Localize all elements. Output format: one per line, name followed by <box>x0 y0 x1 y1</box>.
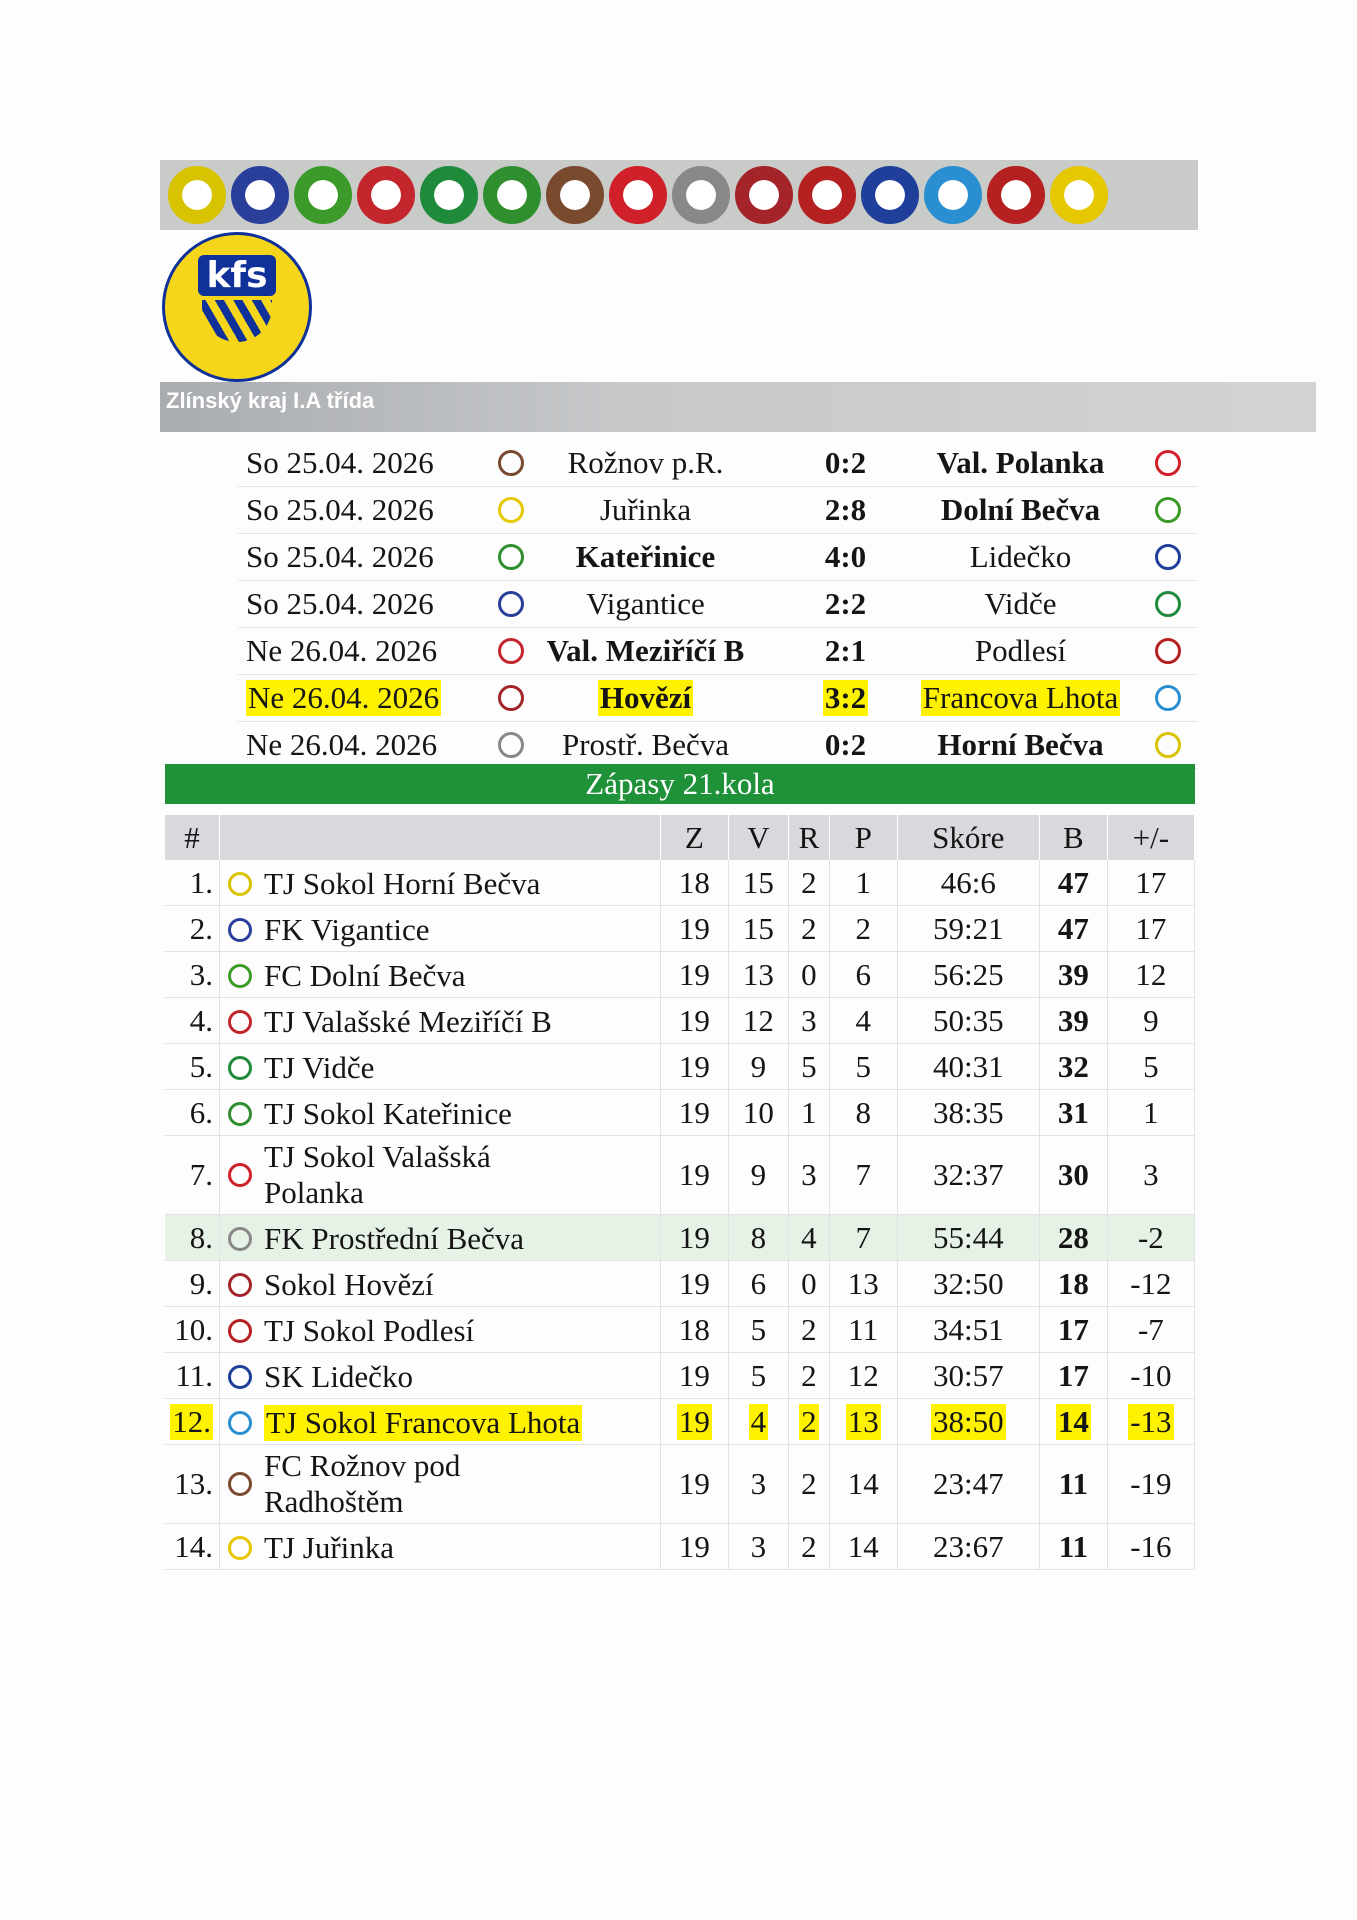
rank-cell: 14. <box>165 1524 220 1570</box>
away-team-name: Podlesí <box>974 633 1067 668</box>
home-team <box>538 628 753 674</box>
match-row <box>238 581 1198 628</box>
match-score-text: 0:2 <box>824 727 867 762</box>
match-score-text: 2:8 <box>824 492 867 527</box>
club-crest-icon <box>228 1411 252 1435</box>
column-header: R <box>789 815 830 860</box>
team-name: Sokol Hovězí <box>264 1266 434 1302</box>
home-team-name: Val. Meziříčí B <box>546 633 745 668</box>
rank-cell: 2. <box>165 906 220 952</box>
losses-cell-value: 13 <box>847 1403 879 1439</box>
home-team <box>538 675 753 721</box>
fc-crest-icon <box>987 166 1045 224</box>
match-score-text: 3:2 <box>824 680 867 715</box>
away-team <box>903 722 1138 768</box>
away-team <box>903 675 1138 721</box>
match-date <box>246 628 437 674</box>
goal-diff-cell: -7 <box>1107 1307 1194 1353</box>
played-cell: 19 <box>661 1215 729 1261</box>
away-club-crest-icon <box>1155 685 1181 711</box>
draws-cell: 5 <box>789 1044 830 1090</box>
goal-diff-cell: 12 <box>1107 952 1194 998</box>
rank-cell-value: 12. <box>172 1403 211 1439</box>
home-team-name: Prostř. Bečva <box>561 727 730 762</box>
match-date <box>246 581 434 627</box>
away-team <box>903 534 1138 580</box>
draws-cell: 2 <box>789 906 830 952</box>
points-cell: 31 <box>1039 1090 1107 1136</box>
points-cell: 11 <box>1039 1445 1107 1524</box>
team-cell <box>220 1399 661 1445</box>
team-cell <box>220 1445 661 1524</box>
points-cell: 47 <box>1039 906 1107 952</box>
table-row <box>165 906 1195 952</box>
league-title-bar <box>160 382 1316 432</box>
match-score-text: 4:0 <box>824 539 867 574</box>
match-date-text: So 25.04. 2026 <box>246 445 434 480</box>
match-row <box>238 722 1198 769</box>
table-row <box>165 998 1195 1044</box>
points-cell: 18 <box>1039 1261 1107 1307</box>
score-cell: 40:31 <box>897 1044 1039 1090</box>
football-icon <box>202 300 272 342</box>
club-crest-icon <box>228 1319 252 1343</box>
away-team-name: Vidče <box>984 586 1057 621</box>
team-name: TJ Vidče <box>264 1049 375 1085</box>
wins-cell: 15 <box>728 906 788 952</box>
match-score-text: 2:1 <box>824 633 867 668</box>
points-cell: 17 <box>1039 1353 1107 1399</box>
draws-cell: 2 <box>789 860 830 906</box>
team-name: TJ Sokol Kateřinice <box>264 1095 512 1131</box>
losses-cell: 2 <box>829 906 897 952</box>
goal-diff-cell: -12 <box>1107 1261 1194 1307</box>
losses-cell: 1 <box>829 860 897 906</box>
rank-cell: 8. <box>165 1215 220 1261</box>
team-cell <box>220 1524 661 1570</box>
goal-diff-cell <box>1107 1399 1194 1445</box>
played-cell <box>661 1399 729 1445</box>
kfs-logo <box>162 232 312 382</box>
club-crest-icon <box>228 1056 252 1080</box>
wins-cell: 15 <box>728 860 788 906</box>
home-team-name: Hovězí <box>599 680 692 715</box>
column-header: Skóre <box>897 815 1039 860</box>
club-crest-icon <box>228 1472 252 1496</box>
wins-cell: 6 <box>728 1261 788 1307</box>
away-club-crest-icon <box>1155 638 1181 664</box>
wins-cell: 10 <box>728 1090 788 1136</box>
rank-cell: 10. <box>165 1307 220 1353</box>
match-date-text: So 25.04. 2026 <box>246 539 434 574</box>
match-row <box>238 487 1198 534</box>
club-crest-icon <box>228 1536 252 1560</box>
home-club-crest-icon <box>498 450 524 476</box>
team-name: SK Lidečko <box>264 1358 413 1394</box>
horni-becva-crest-icon <box>168 166 226 224</box>
match-date-text: Ne 26.04. 2026 <box>248 680 440 715</box>
match-score <box>803 487 888 533</box>
club-crest-icon <box>228 1102 252 1126</box>
losses-cell: 5 <box>829 1044 897 1090</box>
club-crest-icon <box>228 1273 252 1297</box>
score-cell: 50:35 <box>897 998 1039 1044</box>
home-team <box>538 534 753 580</box>
draws-cell <box>789 1399 830 1445</box>
played-cell: 19 <box>661 1044 729 1090</box>
score-cell: 32:37 <box>897 1136 1039 1215</box>
score-cell: 38:35 <box>897 1090 1039 1136</box>
club-crest-icon <box>228 1163 252 1187</box>
score-cell: 46:6 <box>897 860 1039 906</box>
home-club-crest-icon <box>498 732 524 758</box>
prostredni-becva-crest-icon <box>672 166 730 224</box>
score-cell: 34:51 <box>897 1307 1039 1353</box>
team-cell <box>220 860 661 906</box>
column-header <box>220 815 661 860</box>
played-cell: 19 <box>661 952 729 998</box>
team-name: TJ Juřinka <box>264 1529 395 1565</box>
rank-cell <box>165 1399 220 1445</box>
score-cell: 32:50 <box>897 1261 1039 1307</box>
valasska-polanka-crest-icon <box>609 166 667 224</box>
team-name: TJ Valašské Meziříčí B <box>264 1003 552 1039</box>
away-club-crest-icon <box>1155 732 1181 758</box>
played-cell: 18 <box>661 1307 729 1353</box>
draws-cell: 2 <box>789 1445 830 1524</box>
match-row <box>238 534 1198 581</box>
rank-cell: 6. <box>165 1090 220 1136</box>
goal-diff-cell: 1 <box>1107 1090 1194 1136</box>
standings-table <box>165 815 1195 1570</box>
valasske-mezirici-crest-icon <box>357 166 415 224</box>
wins-cell: 12 <box>728 998 788 1044</box>
goal-diff-cell: 3 <box>1107 1136 1194 1215</box>
rank-cell: 7. <box>165 1136 220 1215</box>
match-row <box>238 440 1198 487</box>
column-header: # <box>165 815 220 860</box>
home-club-crest-icon <box>498 497 524 523</box>
points-cell: 47 <box>1039 860 1107 906</box>
losses-cell: 8 <box>829 1090 897 1136</box>
team-cell <box>220 1044 661 1090</box>
losses-cell: 7 <box>829 1215 897 1261</box>
played-cell-value: 19 <box>678 1403 710 1439</box>
standings-header-row <box>165 815 1195 860</box>
team-name: FC Rožnov pod Radhoštěm <box>264 1448 461 1519</box>
score-cell: 56:25 <box>897 952 1039 998</box>
hovezi-crest-icon <box>735 166 793 224</box>
match-results <box>238 440 1198 769</box>
home-team-name: Vigantice <box>586 586 705 621</box>
goal-diff-cell: 17 <box>1107 860 1194 906</box>
played-cell: 19 <box>661 1353 729 1399</box>
losses-cell: 11 <box>829 1307 897 1353</box>
rank-cell: 11. <box>165 1353 220 1399</box>
home-team <box>538 440 753 486</box>
losses-cell <box>829 1399 897 1445</box>
wins-cell: 9 <box>728 1136 788 1215</box>
column-header: B <box>1039 815 1107 860</box>
rank-cell: 1. <box>165 860 220 906</box>
away-club-crest-icon <box>1155 450 1181 476</box>
table-row <box>165 1307 1195 1353</box>
score-cell: 55:44 <box>897 1215 1039 1261</box>
points-cell: 39 <box>1039 998 1107 1044</box>
home-team <box>538 487 753 533</box>
table-row <box>165 1044 1195 1090</box>
draws-cell: 2 <box>789 1524 830 1570</box>
goal-diff-cell: -19 <box>1107 1445 1194 1524</box>
rank-cell: 5. <box>165 1044 220 1090</box>
goal-diff-cell: -10 <box>1107 1353 1194 1399</box>
goal-diff-cell: -16 <box>1107 1524 1194 1570</box>
roznov-crest-icon <box>546 166 604 224</box>
goal-diff-cell: -2 <box>1107 1215 1194 1261</box>
draws-cell-value: 2 <box>801 1403 817 1439</box>
points-cell: 11 <box>1039 1524 1107 1570</box>
played-cell: 19 <box>661 1445 729 1524</box>
team-cell <box>220 1090 661 1136</box>
home-team-name: Rožnov p.R. <box>567 445 724 480</box>
rank-cell: 13. <box>165 1445 220 1524</box>
wins-cell-value: 4 <box>750 1403 767 1439</box>
column-header: V <box>728 815 788 860</box>
away-club-crest-icon <box>1155 591 1181 617</box>
wins-cell: 5 <box>728 1307 788 1353</box>
team-name: TJ Sokol Valašská Polanka <box>264 1139 491 1210</box>
goal-diff-cell: 17 <box>1107 906 1194 952</box>
goal-diff-cell: 5 <box>1107 1044 1194 1090</box>
team-name: FK Prostřední Bečva <box>264 1220 525 1256</box>
points-cell-value: 14 <box>1057 1403 1089 1439</box>
club-crest-icon <box>228 1010 252 1034</box>
column-header: +/- <box>1107 815 1194 860</box>
away-team-name: Francova Lhota <box>922 680 1119 715</box>
home-club-crest-icon <box>498 638 524 664</box>
away-club-crest-icon <box>1155 544 1181 570</box>
points-cell: 28 <box>1039 1215 1107 1261</box>
match-score-text: 0:2 <box>824 445 867 480</box>
score-cell: 59:21 <box>897 906 1039 952</box>
match-score <box>803 628 888 674</box>
lidecko-crest-icon <box>861 166 919 224</box>
table-row <box>165 1090 1195 1136</box>
points-cell: 39 <box>1039 952 1107 998</box>
match-score <box>803 722 888 768</box>
played-cell: 19 <box>661 1261 729 1307</box>
home-team-name: Kateřinice <box>575 539 716 574</box>
club-logo-strip <box>160 160 1198 230</box>
jurinka-crest-icon <box>1050 166 1108 224</box>
wins-cell: 3 <box>728 1524 788 1570</box>
played-cell: 19 <box>661 1524 729 1570</box>
match-date <box>246 722 437 768</box>
draws-cell: 0 <box>789 1261 830 1307</box>
team-cell <box>220 1261 661 1307</box>
points-cell <box>1039 1399 1107 1445</box>
table-row <box>165 1399 1195 1445</box>
table-row <box>165 1261 1195 1307</box>
francova-lhota-crest-icon <box>924 166 982 224</box>
league-title: Zlínský kraj I.A třída <box>166 388 375 413</box>
match-date <box>246 675 441 721</box>
draws-cell: 0 <box>789 952 830 998</box>
score-cell: 23:67 <box>897 1524 1039 1570</box>
wins-cell: 8 <box>728 1215 788 1261</box>
match-score-text: 2:2 <box>824 586 867 621</box>
away-team <box>903 581 1138 627</box>
draws-cell: 4 <box>789 1215 830 1261</box>
wins-cell: 5 <box>728 1353 788 1399</box>
kfs-logo-text: kfs <box>198 255 275 296</box>
away-team <box>903 440 1138 486</box>
match-date-text: Ne 26.04. 2026 <box>246 633 438 668</box>
podlesi-crest-icon <box>798 166 856 224</box>
club-crest-icon <box>228 918 252 942</box>
played-cell: 19 <box>661 906 729 952</box>
score-cell <box>897 1399 1039 1445</box>
score-cell-value: 38:50 <box>932 1403 1004 1439</box>
score-cell: 30:57 <box>897 1353 1039 1399</box>
dolni-becva-crest-icon <box>294 166 352 224</box>
home-club-crest-icon <box>498 544 524 570</box>
club-crest-icon <box>228 872 252 896</box>
table-row <box>165 860 1195 906</box>
away-team-name: Dolní Bečva <box>940 492 1101 527</box>
home-team <box>538 722 753 768</box>
team-cell <box>220 1215 661 1261</box>
draws-cell: 3 <box>789 1136 830 1215</box>
team-cell <box>220 906 661 952</box>
draws-cell: 3 <box>789 998 830 1044</box>
match-score <box>803 440 888 486</box>
table-row <box>165 1445 1195 1524</box>
match-date <box>246 534 434 580</box>
team-cell <box>220 1307 661 1353</box>
team-cell <box>220 998 661 1044</box>
vidce-crest-icon <box>420 166 478 224</box>
losses-cell: 4 <box>829 998 897 1044</box>
team-name: TJ Sokol Francova Lhota <box>266 1404 581 1440</box>
away-club-crest-icon <box>1155 497 1181 523</box>
team-name: TJ Sokol Horní Bečva <box>264 865 541 901</box>
losses-cell: 14 <box>829 1524 897 1570</box>
team-cell <box>220 1353 661 1399</box>
away-team <box>903 628 1138 674</box>
losses-cell: 12 <box>829 1353 897 1399</box>
played-cell: 19 <box>661 1136 729 1215</box>
losses-cell: 14 <box>829 1445 897 1524</box>
away-team-name: Val. Polanka <box>936 445 1105 480</box>
rank-cell: 9. <box>165 1261 220 1307</box>
played-cell: 19 <box>661 998 729 1044</box>
match-date <box>246 440 434 486</box>
column-header: Z <box>661 815 729 860</box>
points-cell: 30 <box>1039 1136 1107 1215</box>
standings-body <box>165 860 1195 1570</box>
wins-cell: 13 <box>728 952 788 998</box>
match-score <box>803 675 888 721</box>
column-header: P <box>829 815 897 860</box>
match-row <box>238 628 1198 675</box>
team-cell <box>220 952 661 998</box>
losses-cell: 6 <box>829 952 897 998</box>
team-name: FK Vigantice <box>264 911 430 947</box>
played-cell: 19 <box>661 1090 729 1136</box>
wins-cell: 9 <box>728 1044 788 1090</box>
draws-cell: 2 <box>789 1307 830 1353</box>
round-title: Zápasy 21.kola <box>165 764 1195 804</box>
score-cell: 23:47 <box>897 1445 1039 1524</box>
club-crest-icon <box>228 1227 252 1251</box>
match-date <box>246 487 434 533</box>
table-row <box>165 952 1195 998</box>
away-team-name: Lidečko <box>969 539 1072 574</box>
table-row <box>165 1524 1195 1570</box>
wins-cell <box>728 1399 788 1445</box>
draws-cell: 1 <box>789 1090 830 1136</box>
match-score <box>803 581 888 627</box>
played-cell: 18 <box>661 860 729 906</box>
table-row <box>165 1215 1195 1261</box>
match-date-text: Ne 26.04. 2026 <box>246 727 438 762</box>
match-row <box>238 675 1198 722</box>
away-team <box>903 487 1138 533</box>
goal-diff-cell-value: -13 <box>1130 1403 1172 1439</box>
rank-cell: 4. <box>165 998 220 1044</box>
losses-cell: 13 <box>829 1261 897 1307</box>
points-cell: 17 <box>1039 1307 1107 1353</box>
points-cell: 32 <box>1039 1044 1107 1090</box>
table-row <box>165 1136 1195 1215</box>
losses-cell: 7 <box>829 1136 897 1215</box>
goal-diff-cell: 9 <box>1107 998 1194 1044</box>
home-club-crest-icon <box>498 591 524 617</box>
club-crest-icon <box>228 1365 252 1389</box>
team-cell <box>220 1136 661 1215</box>
katerinice-crest-icon <box>483 166 541 224</box>
team-name: TJ Sokol Podlesí <box>264 1312 475 1348</box>
wins-cell: 3 <box>728 1445 788 1524</box>
match-date-text: So 25.04. 2026 <box>246 586 434 621</box>
vigantice-crest-icon <box>231 166 289 224</box>
away-team-name: Horní Bečva <box>937 727 1104 762</box>
match-score <box>803 534 888 580</box>
home-team-name: Juřinka <box>599 492 692 527</box>
club-crest-icon <box>228 964 252 988</box>
team-name: FC Dolní Bečva <box>264 957 466 993</box>
match-date-text: So 25.04. 2026 <box>246 492 434 527</box>
home-team <box>538 581 753 627</box>
rank-cell: 3. <box>165 952 220 998</box>
table-row <box>165 1353 1195 1399</box>
draws-cell: 2 <box>789 1353 830 1399</box>
home-club-crest-icon <box>498 685 524 711</box>
